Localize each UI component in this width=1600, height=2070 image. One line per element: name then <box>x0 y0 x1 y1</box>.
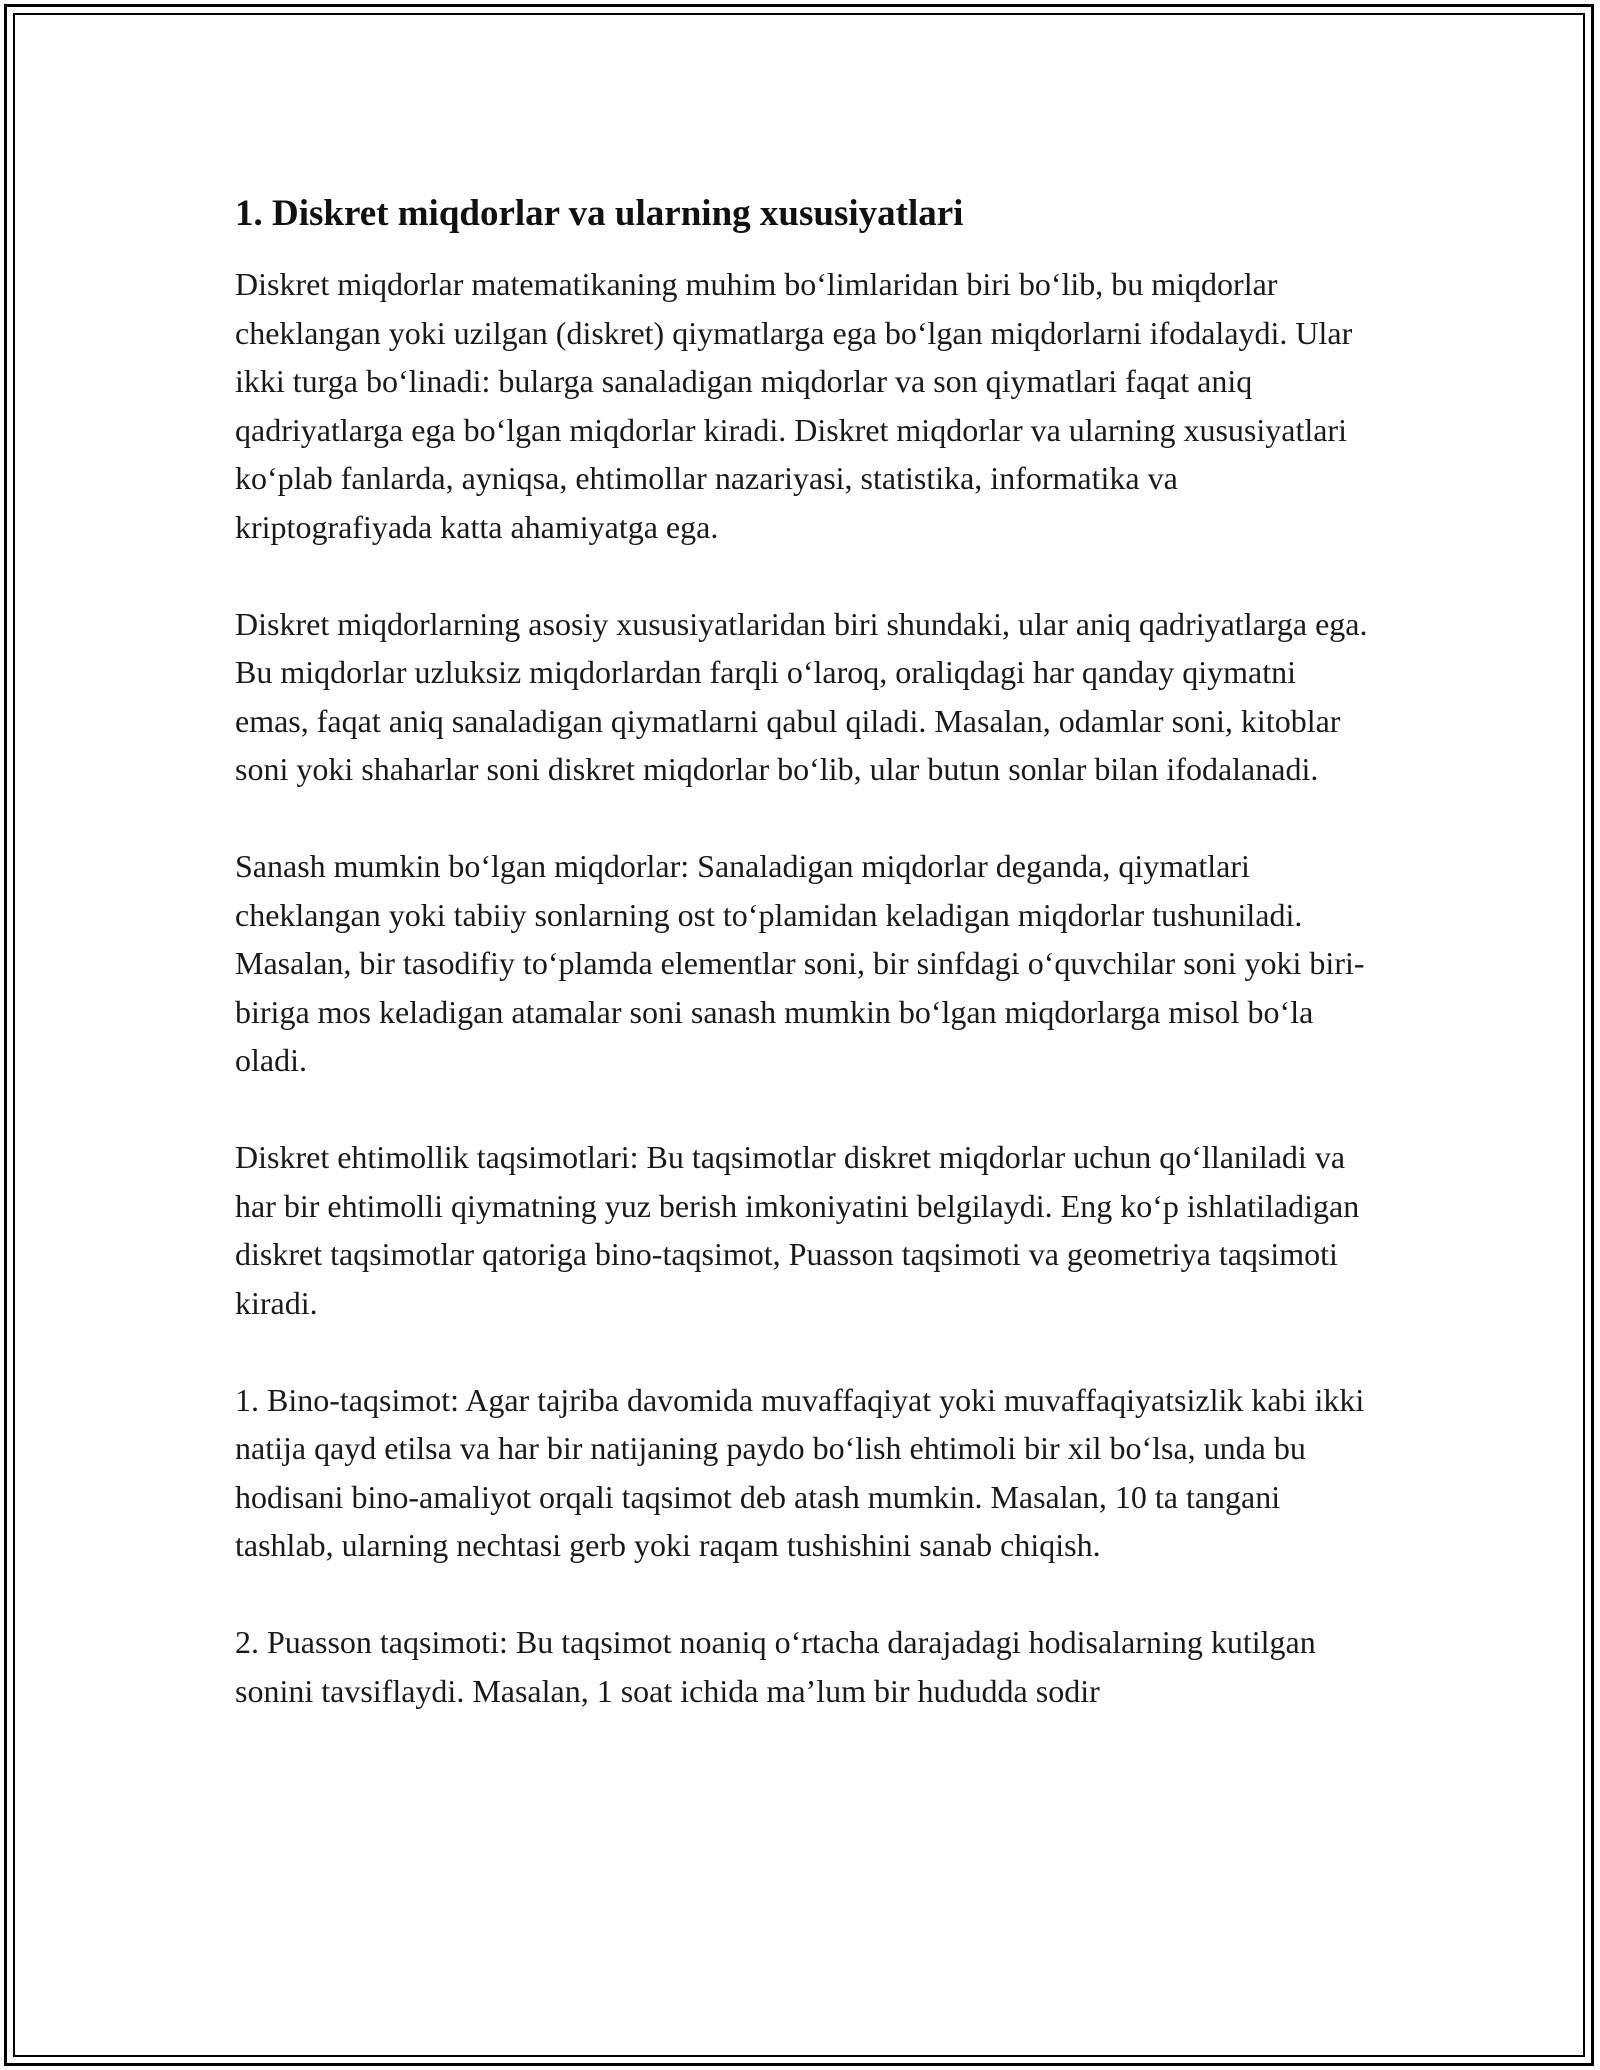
paragraph-properties: Diskret miqdorlarning asosiy xususiyatlaridan biri shundaki, ular aniq qadriyatlarga ega. Bu miqdorlar uzluksiz miqdorlardan farqli o‘laroq, oraliqdagi har qanday qiymatni emas, faqat aniq sanaladigan qiymatlarni qabul qiladi. Masalan, odamlar soni, kitoblar soni yoki shaharlar soni diskret miqdorlar bo‘lib, ular butun sonlar bilan ifodalanadi. <box>235 605 1368 787</box>
paragraph-poisson: 2. Puasson taqsimoti: Bu taqsimot noaniq o‘rtacha darajadagi hodisalarning kutilgan sonini tavsiflaydi. Masalan, 1 soat ichida ma’lum bir hududda sodir <box>235 1624 1316 1709</box>
paragraph-countable: Sanash mumkin bo‘lgan miqdorlar: Sanaladigan miqdorlar deganda, qiymatlari cheklangan yoki tabiiy sonlarning ost to‘plamidan keladigan miqdorlar tushuniladi. Masalan, bir tasodifiy to‘plamda elementlar soni, bir sinfdagi o‘quvchilar soni yoki biri-biriga mos keladigan atamalar soni sanash mumkin bo‘lgan miqdorlarga misol bo‘la oladi. <box>235 848 1365 1078</box>
paragraph-intro: Diskret miqdorlar matematikaning muhim bo‘limlaridan biri bo‘lib, bu miqdorlar cheklangan yoki uzilgan (diskret) qiymatlarga ega bo‘lgan miqdorlarni ifodalaydi. Ular ikki turga bo‘linadi: bularga sanaladigan miqdorlar va son qiymatlari faqat aniq qadriyatlarga ega bo‘lgan miqdorlar kiradi. Diskret miqdorlar va ularning xususiyatlari ko‘plab fanlarda, ayniqsa, ehtimollar nazariyasi, statistika, informatika va kriptografiyada katta ahamiyatga ega. <box>235 266 1353 545</box>
document-body <box>235 188 1370 1715</box>
section-heading: 1. Diskret miqdorlar va ularning xususiyatlari <box>235 193 964 234</box>
paragraph-binomial: 1. Bino-taqsimot: Agar tajriba davomida muvaffaqiyat yoki muvaffaqiyatsizlik kabi ikki natija qayd etilsa va har bir natijaning paydo bo‘lish ehtimoli bir xil bo‘lsa, unda bu hodisani bino-amaliyot orqali taqsimot deb atash mumkin. Masalan, 10 ta tangani tashlab, ularning nechtasi gerb yoki raqam tushishini sanab chiqish. <box>235 1381 1365 1563</box>
paragraph-distributions: Diskret ehtimollik taqsimotlari: Bu taqsimotlar diskret miqdorlar uchun qo‘llaniladi va har bir ehtimolli qiymatning yuz berish imkoniyatini belgilaydi. Eng ko‘p ishlatiladigan diskret taqsimotlar qatoriga bino-taqsimot, Puasson taqsimoti va geometriya taqsimoti kiradi. <box>235 1139 1360 1321</box>
